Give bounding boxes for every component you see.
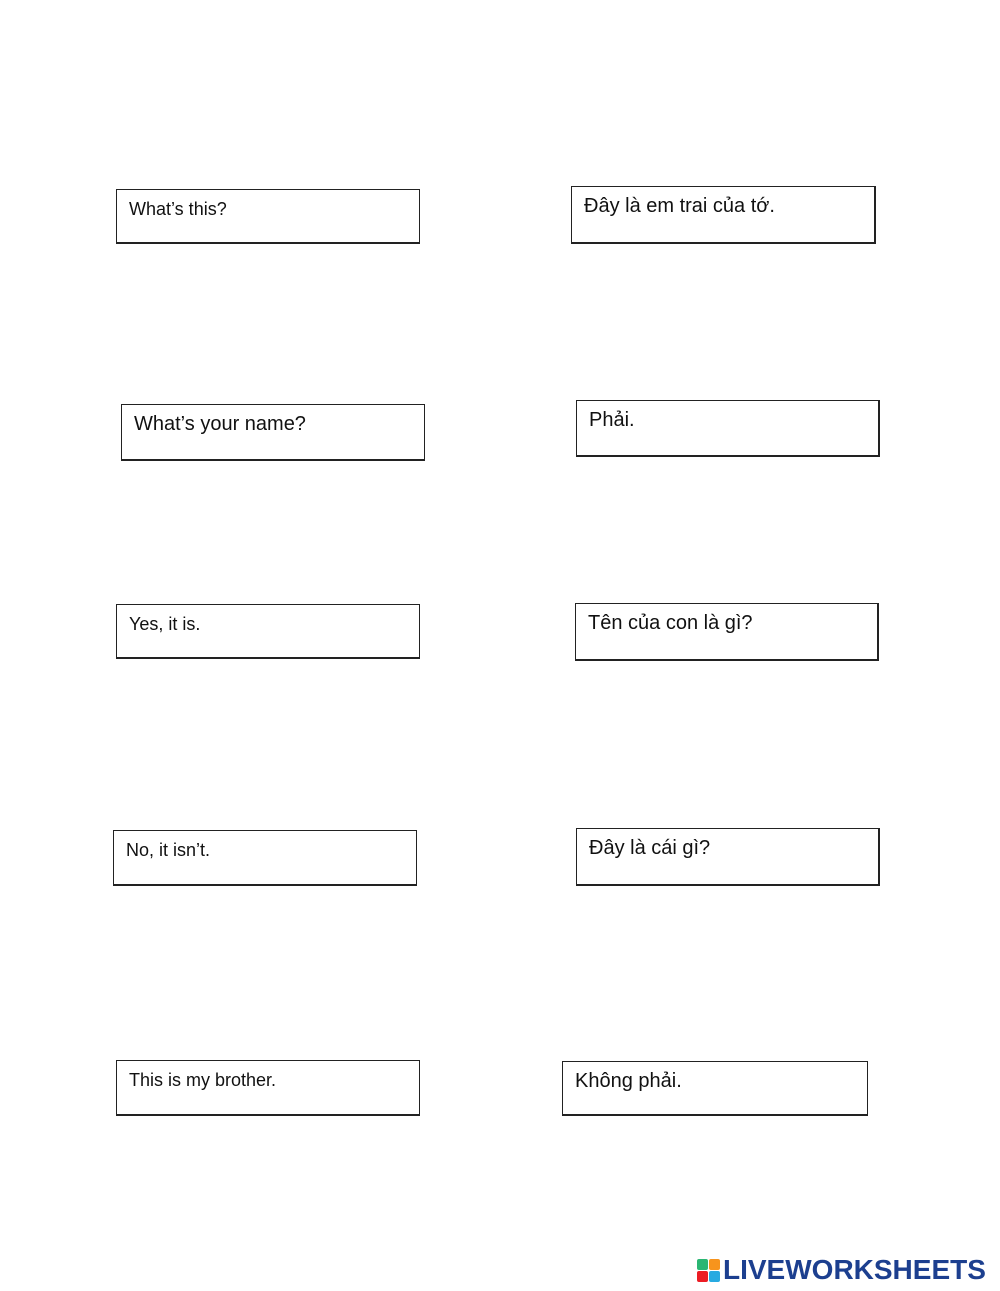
phrase-card-english-3[interactable] xyxy=(116,604,420,659)
card-text: What’s your name? xyxy=(134,413,306,435)
card-text: Phải. xyxy=(589,409,635,431)
phrase-card-vietnamese-4[interactable] xyxy=(576,828,880,886)
logo-blocks-icon xyxy=(697,1259,720,1282)
card-text: Đây là em trai của tớ. xyxy=(584,195,775,217)
phrase-card-english-1[interactable] xyxy=(116,189,420,244)
logo-block xyxy=(709,1271,720,1282)
phrase-card-vietnamese-5[interactable] xyxy=(562,1061,868,1116)
card-text: Không phải. xyxy=(575,1070,682,1092)
phrase-card-vietnamese-2[interactable] xyxy=(576,400,880,457)
phrase-card-vietnamese-3[interactable] xyxy=(575,603,879,661)
phrase-card-english-4[interactable] xyxy=(113,830,417,886)
phrase-card-vietnamese-1[interactable] xyxy=(571,186,876,244)
logo-block xyxy=(709,1259,720,1270)
liveworksheets-logo xyxy=(697,1255,986,1285)
card-text: Yes, it is. xyxy=(129,614,201,634)
phrase-card-english-2[interactable] xyxy=(121,404,425,461)
card-text: This is my brother. xyxy=(129,1070,277,1090)
card-text: What’s this? xyxy=(129,199,227,219)
logo-block xyxy=(697,1271,708,1282)
logo-block xyxy=(697,1259,708,1270)
card-text: Tên của con là gì? xyxy=(588,612,753,634)
phrase-card-english-5[interactable] xyxy=(116,1060,420,1116)
card-text: Đây là cái gì? xyxy=(589,837,711,859)
card-text: No, it isn’t. xyxy=(126,840,211,860)
logo-text: LIVEWORKSHEETS xyxy=(723,1254,986,1285)
